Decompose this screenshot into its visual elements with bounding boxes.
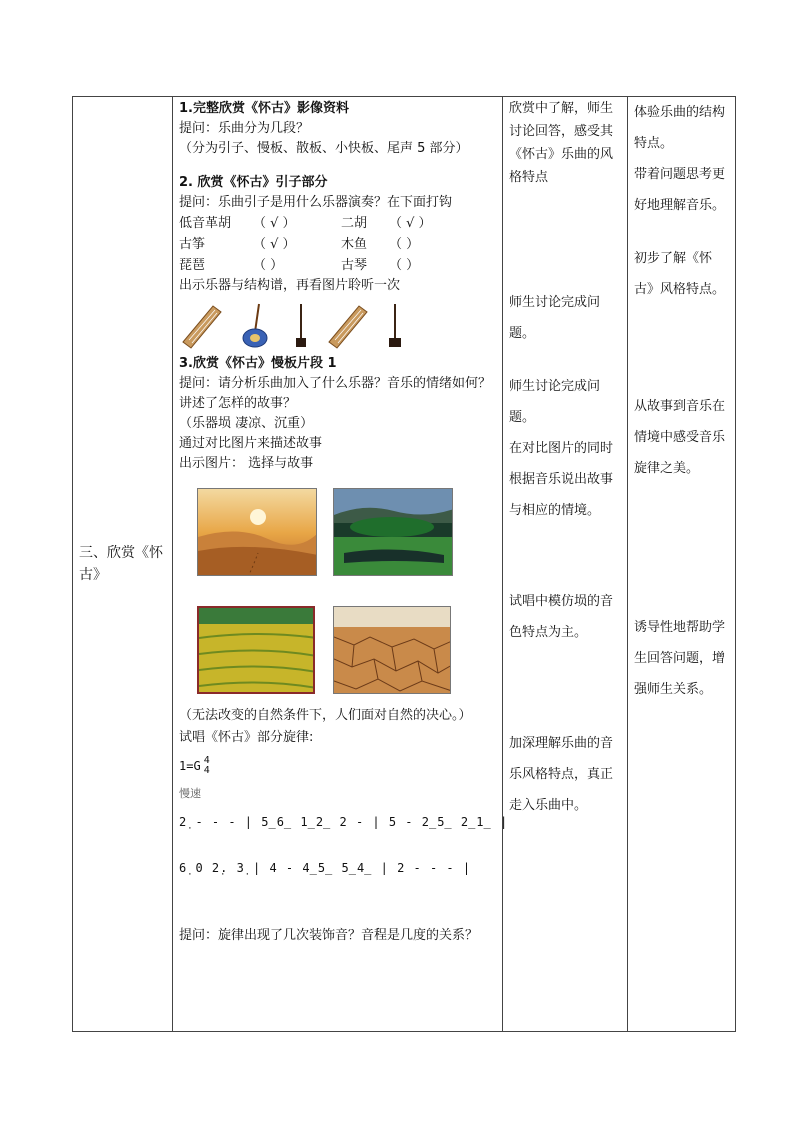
- option-name: 古琴: [341, 258, 368, 273]
- part3-note2: 出示图片： 选择与故事: [179, 456, 314, 471]
- activity-text-6: 加深理解乐曲的音乐风格特点，真正走入乐曲中。: [509, 736, 614, 813]
- time-signature: [204, 756, 210, 776]
- section-cell: [73, 97, 173, 1032]
- option-name: 琵琶: [179, 258, 206, 273]
- option-row: [179, 234, 496, 255]
- erhu-image: [383, 302, 407, 350]
- story-photos: [179, 474, 496, 706]
- part3-conclusion: （无法改变的自然条件下，人们面对自然的决心。）: [179, 708, 472, 723]
- intent-text-3: 初步了解《怀古》风格特点。: [634, 251, 726, 297]
- jianpu-score: [179, 754, 509, 904]
- part3-final-question: 提问：旋律出现了几次装饰音？音程是几度的关系？: [179, 928, 479, 943]
- part1-question: 提问：乐曲分为几段？: [179, 121, 310, 136]
- option-row: [179, 213, 496, 234]
- part1-heading: 1.完整欣赏《怀古》影像资料: [179, 101, 349, 116]
- activity-text-1: 欣赏中了解，师生讨论回答，感受其《怀古》乐曲的风格特点: [509, 101, 614, 185]
- part2-heading: 2. 欣赏《怀古》引子部分: [179, 175, 328, 190]
- lake-photo: [333, 488, 453, 576]
- student-activity-cell: [503, 97, 628, 1032]
- tempo-label: 慢速: [179, 787, 201, 800]
- gehu-image: [237, 302, 277, 350]
- part3-sing: 试唱《怀古》部分旋律:: [179, 730, 314, 745]
- content-cell: [173, 97, 509, 1032]
- option-mark: （ √ ）: [253, 237, 296, 252]
- part3-answer: （乐器埙 凄凉、沉重）: [179, 416, 314, 431]
- terrace-photo: [197, 606, 315, 694]
- option-mark: （ ）: [389, 237, 420, 252]
- part2-question: 提问：乐曲引子是用什么乐器演奏？在下面打钩: [179, 195, 453, 210]
- part1-answer: （分为引子、慢板、散板、小快板、尾声 5 部分）: [179, 141, 469, 156]
- option-row: [179, 255, 496, 276]
- intent-text-5: 诱导性地帮助学生回答问题，增强师生关系。: [634, 620, 726, 697]
- activity-text-2: 师生讨论完成问题。: [509, 295, 601, 341]
- desert-photo: [197, 488, 317, 576]
- design-intent-cell: [628, 97, 736, 1032]
- intent-text-4: 从故事到音乐在情境中感受音乐旋律之美。: [634, 399, 726, 476]
- intent-text-2: 带着问题思考更好地理解音乐。: [634, 167, 726, 213]
- key-label: 1=G: [179, 759, 201, 773]
- option-mark: （ ）: [389, 258, 420, 273]
- option-name: 低音革胡: [179, 216, 232, 231]
- option-name: 二胡: [341, 216, 368, 231]
- activity-text-3: 师生讨论完成问题。: [509, 379, 601, 425]
- part3-note1: 通过对比图片来描述故事: [179, 436, 323, 451]
- part3-heading: 3.欣赏《怀古》慢板片段 1: [179, 356, 337, 371]
- time-bottom: 4: [203, 765, 210, 776]
- staff-line-1: 2̣ - - - | 5̲6̲ 1̲2̲ 2 - | 5 - 2̲5̲ 2̲1̲ |: [179, 815, 509, 829]
- option-mark: （ ）: [253, 258, 284, 273]
- staff-line-2: 6̣ 0 2̣. 3̣ | 4 - 4̲5̲ 5̲4̲ | 2 - - - |: [179, 861, 472, 875]
- intent-text-1: 体验乐曲的结构特点。: [634, 105, 726, 151]
- part2-note: 出示乐器与结构谱，再看图片聆听一次: [179, 278, 401, 293]
- option-name: 木鱼: [341, 237, 368, 252]
- guzheng-image: [325, 302, 369, 350]
- cracked-earth-photo: [333, 606, 451, 694]
- guzheng-image: [179, 302, 223, 350]
- key-signature: [179, 756, 210, 776]
- activity-text-5: 试唱中模仿埙的音色特点为主。: [509, 594, 614, 640]
- option-name: 古筝: [179, 237, 206, 252]
- option-mark: （ √ ）: [389, 216, 432, 231]
- option-mark: （ √ ）: [253, 216, 296, 231]
- time-top: 4: [203, 755, 210, 766]
- lesson-table: [72, 96, 736, 1032]
- instrument-images: [179, 302, 496, 350]
- activity-text-4: 在对比图片的同时根据音乐说出故事与相应的情境。: [509, 441, 614, 518]
- section-label: 三、欣赏《怀古》: [79, 545, 163, 583]
- part3-question: 提问：请分析乐曲加入了什么乐器？音乐的情绪如何？讲述了怎样的故事？: [179, 376, 492, 411]
- erhu-image: [291, 302, 311, 350]
